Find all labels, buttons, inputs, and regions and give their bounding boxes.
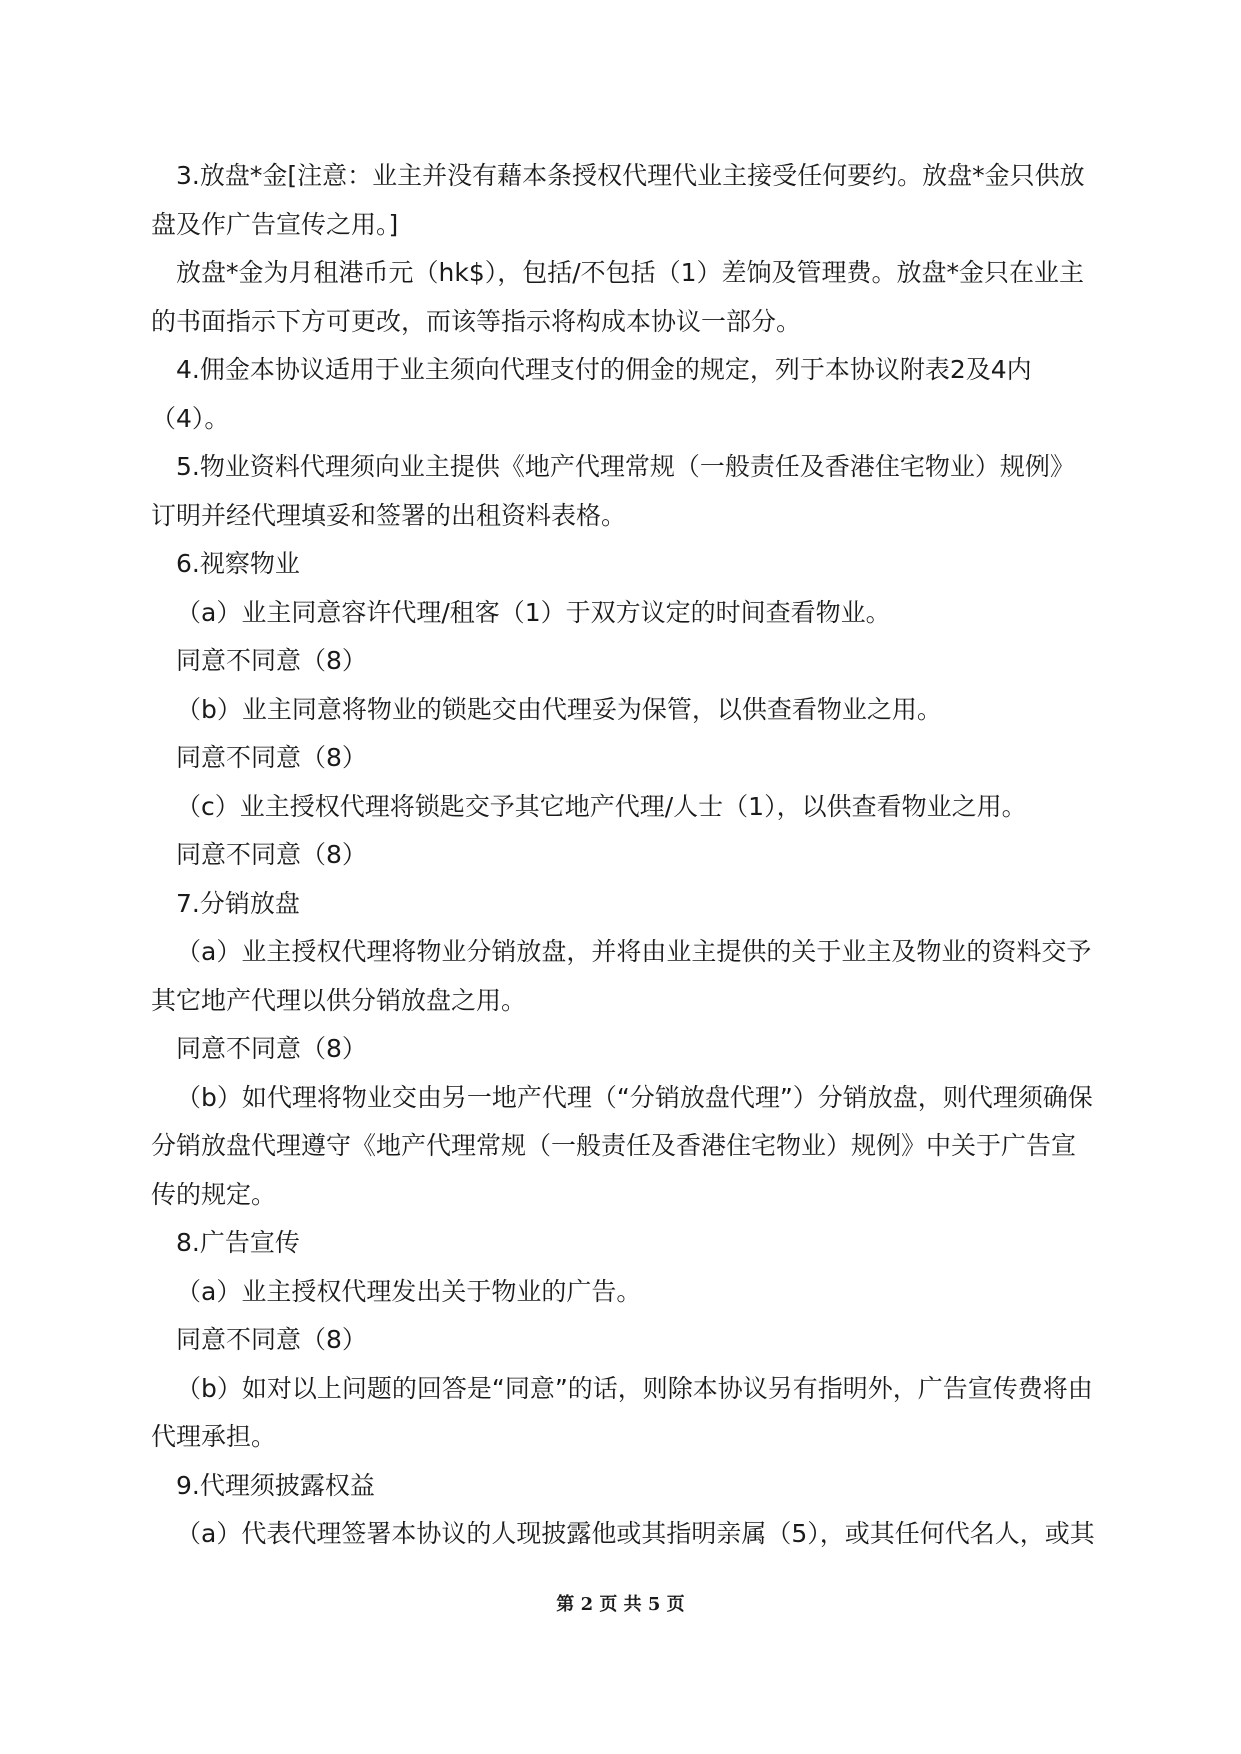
section-heading: 7.分销放盘 [176,888,300,918]
paragraph: （a）业主授权代理将物业分销放盘，并将由业主提供的关于业主及物业的资料交予其它地产代理以供分销放盘之用。 [151,937,1092,1015]
paragraph: 同意不同意（8） [176,1325,367,1354]
page-footer: 第 2 页 共 5 页 [556,1594,685,1615]
paragraph: 3.放盘*金[注意：业主并没有藉本条授权代理代业主接受任何要约。放盘*金只供放盘及作广告宣传之用。] [151,161,1085,239]
paragraph: 4.佣金本协议适用于业主须向代理支付的佣金的规定，列于本协议附表2及4内（4）。 [151,355,1032,433]
paragraph: （a）代表代理签署本协议的人现披露他或其指明亲属（5），或其任何代名人，或其 [176,1519,1095,1548]
paragraph: 同意不同意（8） [176,840,367,869]
document-body [151,152,1095,1559]
section-heading: 9.代理须披露权益 [176,1470,375,1500]
paragraph: （c）业主授权代理将锁匙交予其它地产代理/人士（1），以供查看物业之用。 [176,791,1027,821]
paragraph: （b）业主同意将物业的锁匙交由代理妥为保管，以供查看物业之用。 [176,694,942,724]
paragraph: 同意不同意（8） [176,646,367,675]
paragraph: （b）如代理将物业交由另一地产代理（“分销放盘代理”）分销放盘，则代理须确保分销放盘代理遵守《地产代理常规（一般责任及香港住宅物业）规例》中关于广告宣传的规定。 [151,1082,1093,1209]
paragraph: （b）如对以上问题的回答是“同意”的话，则除本协议另有指明外，广告宣传费将由代理承担。 [151,1373,1093,1451]
paragraph: 5.物业资料代理须向业主提供《地产代理常规（一般责任及香港住宅物业）规例》订明并经代理填妥和签署的出租资料表格。 [151,452,1075,530]
paragraph: （a）业主授权代理发出关于物业的广告。 [176,1276,642,1306]
paragraph: 同意不同意（8） [176,743,367,772]
paragraph: （a）业主同意容许代理/租客（1）于双方议定的时间查看物业。 [176,597,891,627]
paragraph: 放盘*金为月租港币元（hk$），包括/不包括（1）差饷及管理费。放盘*金只在业主的书面指示下方可更改，而该等指示将构成本协议一部分。 [151,258,1085,336]
section-heading: 6.视察物业 [176,549,300,578]
paragraph: 同意不同意（8） [176,1034,367,1063]
section-heading: 8.广告宣传 [176,1228,300,1257]
